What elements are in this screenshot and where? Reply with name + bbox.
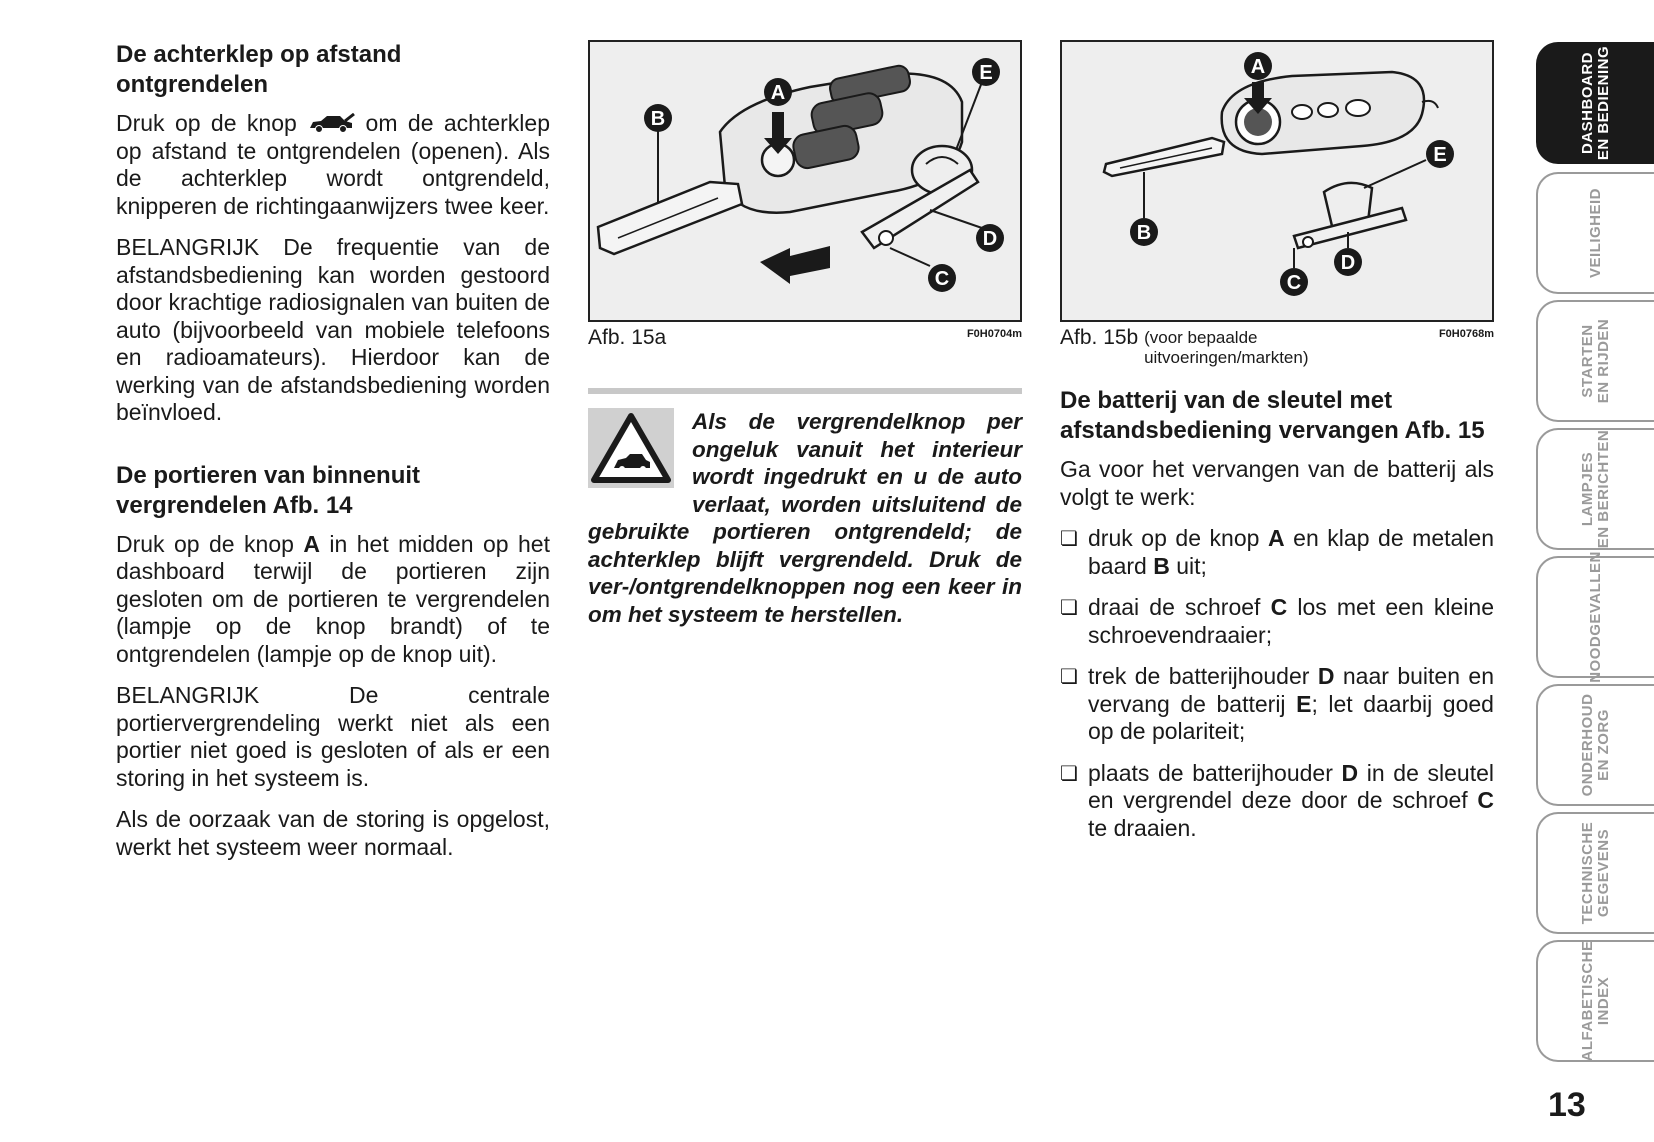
figure-code: F0H0704m bbox=[966, 328, 1022, 340]
caption-15b bbox=[1060, 326, 1494, 370]
label-a: A bbox=[770, 82, 786, 104]
label-d: D bbox=[1340, 252, 1356, 274]
caption-label: Afb. 15a bbox=[588, 326, 667, 349]
label-e: E bbox=[979, 62, 993, 84]
caption-15a bbox=[588, 326, 1022, 366]
label-a: A bbox=[1250, 56, 1266, 78]
paragraph-important-central-locking: BELANGRIJK De centrale portiervergrendeling werkt niet als een portier niet goed is gesloten of als er een storing in het systeem is. bbox=[116, 682, 550, 791]
tab-noodgevallen[interactable]: NOODGEVALLEN bbox=[1536, 556, 1654, 678]
warning-box bbox=[588, 408, 1022, 628]
figure-15b bbox=[1060, 40, 1494, 322]
heading-lock-inside: De portieren van binnenuit vergrendelen Afb. 14 bbox=[116, 461, 421, 519]
paragraph-battery-intro: Ga voor het vervangen van de batterij als volgt te werk: bbox=[1060, 456, 1494, 510]
figure-code: F0H0768m bbox=[1438, 328, 1494, 340]
list-item: ❏ plaats de batterijhouder D in de sleutel en vergrendel deze door de schroef C te draaien. bbox=[1060, 760, 1494, 843]
tab-dashboard[interactable]: DASHBOARD EN BEDIENING bbox=[1536, 42, 1654, 164]
caption-sub: (voor bepaalde uitvoeringen/markten) bbox=[1144, 328, 1309, 367]
battery-steps bbox=[1060, 525, 1494, 842]
tab-lampjes[interactable]: LAMPJES EN BERICHTEN bbox=[1536, 428, 1654, 550]
label-b: B bbox=[1136, 222, 1152, 244]
paragraph-tailgate: Druk op de knop om de achterklep op afstand te ontgrendelen (openen). Als de achterklep wordt ontgrendeld, knipperen de richtingaanwijzers twee keer. bbox=[116, 110, 550, 219]
tab-starten[interactable]: STARTEN EN RIJDEN bbox=[1536, 300, 1654, 422]
warning-car-icon bbox=[588, 408, 674, 488]
list-item: ❏ druk op de knop A en klap de metalen baard B uit; bbox=[1060, 525, 1494, 580]
warning-text: Als de vergrendelknop per ongeluk vanuit het interieur wordt ingedrukt en u de auto verlaat, worden uitsluitend de gebruikte portieren ontgrendeld; de achterklep blijft vergrendeld. Druk de ver-/ontgrendelknoppen nog een keer in om het systeem te herstellen. bbox=[588, 409, 1022, 627]
heading-battery: De batterij van de sleutel met afstandsbediening vervangen Afb. 15 bbox=[1060, 387, 1485, 444]
paragraph-restore: Als de oorzaak van de storing is opgelost, werkt het systeem weer normaal. bbox=[116, 806, 550, 860]
key-disassembly-illustration-a bbox=[590, 42, 1020, 320]
heading-tailgate: De achterklep op afstand ontgrendelen bbox=[116, 41, 402, 98]
caption-label: Afb. 15b (voor bepaalde uitvoeringen/markten) bbox=[1060, 326, 1334, 368]
tailgate-car-icon bbox=[307, 113, 355, 133]
key-disassembly-illustration-b bbox=[1062, 42, 1492, 320]
page-number: 13 bbox=[1548, 1086, 1586, 1124]
tab-veiligheid[interactable]: VEILIGHEID bbox=[1536, 172, 1654, 294]
tab-onderhoud[interactable]: ONDERHOUD EN ZORG bbox=[1536, 684, 1654, 806]
list-item: ❏ trek de batterijhouder D naar buiten en vervang de batterij E; let daarbij goed op de polariteit; bbox=[1060, 663, 1494, 746]
list-item: ❏ draai de schroef C los met een kleine schroevendraaier; bbox=[1060, 594, 1494, 649]
label-b: B bbox=[650, 108, 666, 130]
column-right bbox=[1060, 40, 1494, 856]
label-c: C bbox=[934, 268, 950, 290]
column-middle bbox=[588, 40, 1022, 628]
column-left bbox=[116, 40, 550, 875]
paragraph-lock-inside: Druk op de knop A in het midden op het dashboard terwijl de portieren zijn gesloten om de portieren te vergrendelen (lampje op de knop brandt) of te ontgrendelen (lampje op de knop uit). bbox=[116, 530, 550, 667]
figure-15a bbox=[588, 40, 1022, 322]
label-c: C bbox=[1286, 272, 1302, 294]
label-e: E bbox=[1433, 144, 1447, 166]
label-d: D bbox=[982, 228, 998, 250]
warning-rule bbox=[588, 388, 1022, 394]
paragraph-important-frequency: BELANGRIJK De frequentie van de afstandsbediening kan worden gestoord door krachtige radiosignalen van buiten de auto (bijvoorbeeld van mobiele telefoons en radioamateurs). Hierdoor kan de werking van de afstandsbediening worden beïnvloed. bbox=[116, 234, 550, 425]
tab-technische[interactable]: TECHNISCHE GEGEVENS bbox=[1536, 812, 1654, 934]
tab-index[interactable]: ALFABETISCHE INDEX bbox=[1536, 940, 1654, 1062]
